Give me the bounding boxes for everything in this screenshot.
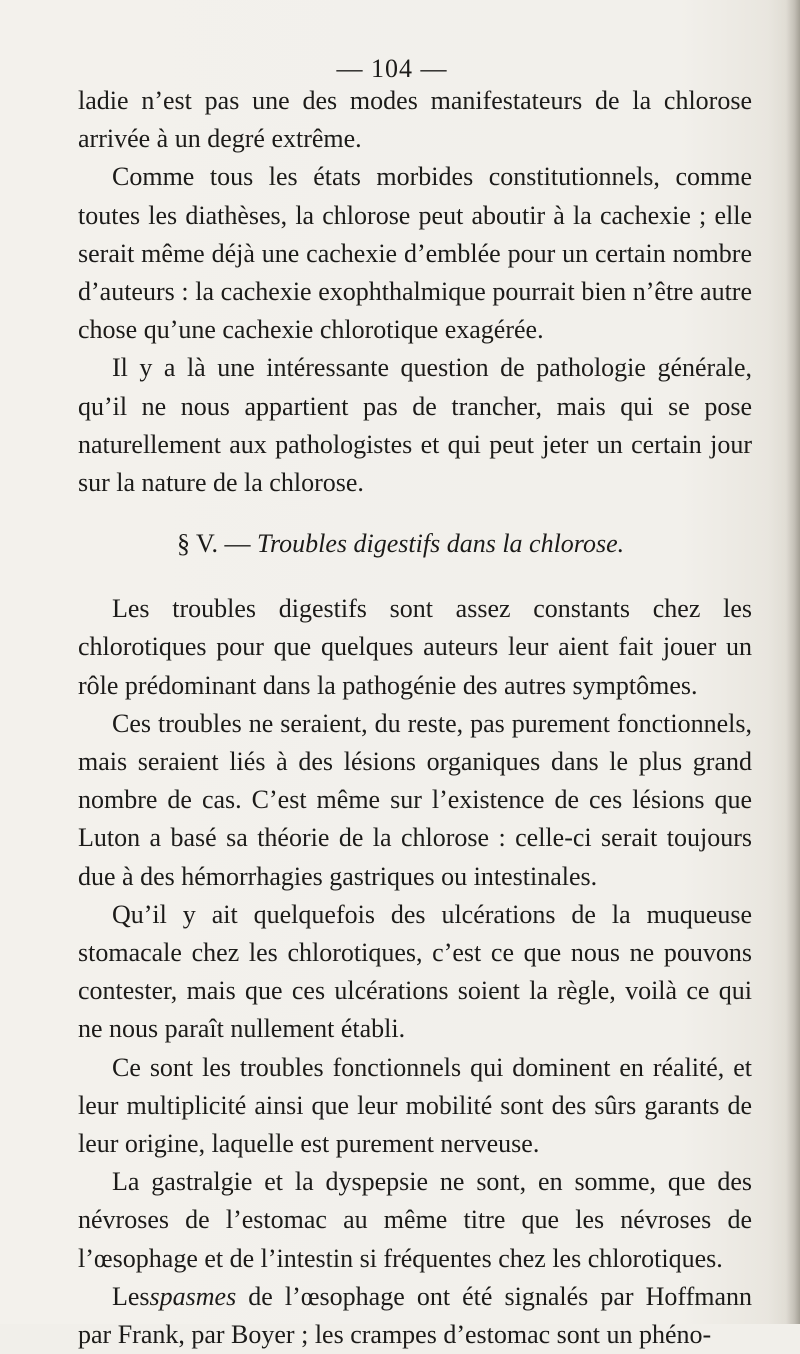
- section-heading: [78, 525, 752, 563]
- paragraph: ladie n’est pas une des modes manifestateurs de la chlorose arrivée à un degré extrême.: [78, 86, 752, 154]
- page-number: — 104 —: [336, 54, 448, 83]
- section-title: Troubles digestifs dans la chlorose.: [256, 529, 625, 559]
- emphasis-term: spasmes: [149, 1281, 237, 1311]
- paragraph: Comme tous les états morbides constitutionnels, comme toutes les diathèses, la chlorose peut aboutir à la cachexie ; elle serait même déjà une cachexie d’emblée pour un certain nombre d’auteurs : la cachexie exophthalmique pourrait bien n’être autre chose qu’une cachexie chlorotique exagérée.: [78, 162, 752, 345]
- paragraph-rest: de l’œsophage ont été signalés par Hoffmann par Frank, par Boyer ; les crampes d’estomac sont un phéno-: [78, 1281, 752, 1350]
- paragraph: Qu’il y ait quelquefois des ulcérations de la muqueuse stomacale chez les chlorotiques, c’est ce que nous ne pouvons contester, mais que ces ulcérations soient la règle, voilà ce qui ne nous paraît nullement établi.: [78, 899, 752, 1044]
- paragraph-lead: Les: [112, 1281, 150, 1311]
- paragraph: La gastralgie et la dyspepsie ne sont, en somme, que des névroses de l’estomac au même titre que les névroses de l’œsophage et de l’intestin si fréquentes chez les chlorotiques.: [78, 1167, 752, 1273]
- section-number: § V. —: [177, 529, 251, 559]
- paragraph-last: [78, 1278, 752, 1354]
- body-text: [78, 82, 752, 1354]
- paragraph: Ces troubles ne seraient, du reste, pas purement fonctionnels, mais seraient liés à des lésions organiques dans le plus grand nombre de cas. C’est même sur l’existence de ces lésions que Luton a basé sa théorie de la chlorose : celle-ci serait toujours due à des hémorrhagies gastriques ou intestinales.: [78, 708, 752, 891]
- paragraph: Ce sont les troubles fonctionnels qui dominent en réalité, et leur multiplicité ainsi que leur mobilité sont des sûrs garants de leur origine, laquelle est purement nerveuse.: [78, 1052, 752, 1159]
- paragraph: Il y a là une intéressante question de pathologie générale, qu’il ne nous appartient pas de trancher, mais qui se pose naturellement aux pathologistes et qui peut jeter un certain jour sur la nature de la chlorose.: [78, 353, 752, 498]
- page-edge-shadow: [786, 0, 800, 1324]
- paragraph: Les troubles digestifs sont assez constants chez les chlorotiques pour que quelques auteurs leur aient fait jouer un rôle prédominant dans la pathogénie des autres symptômes.: [78, 594, 752, 700]
